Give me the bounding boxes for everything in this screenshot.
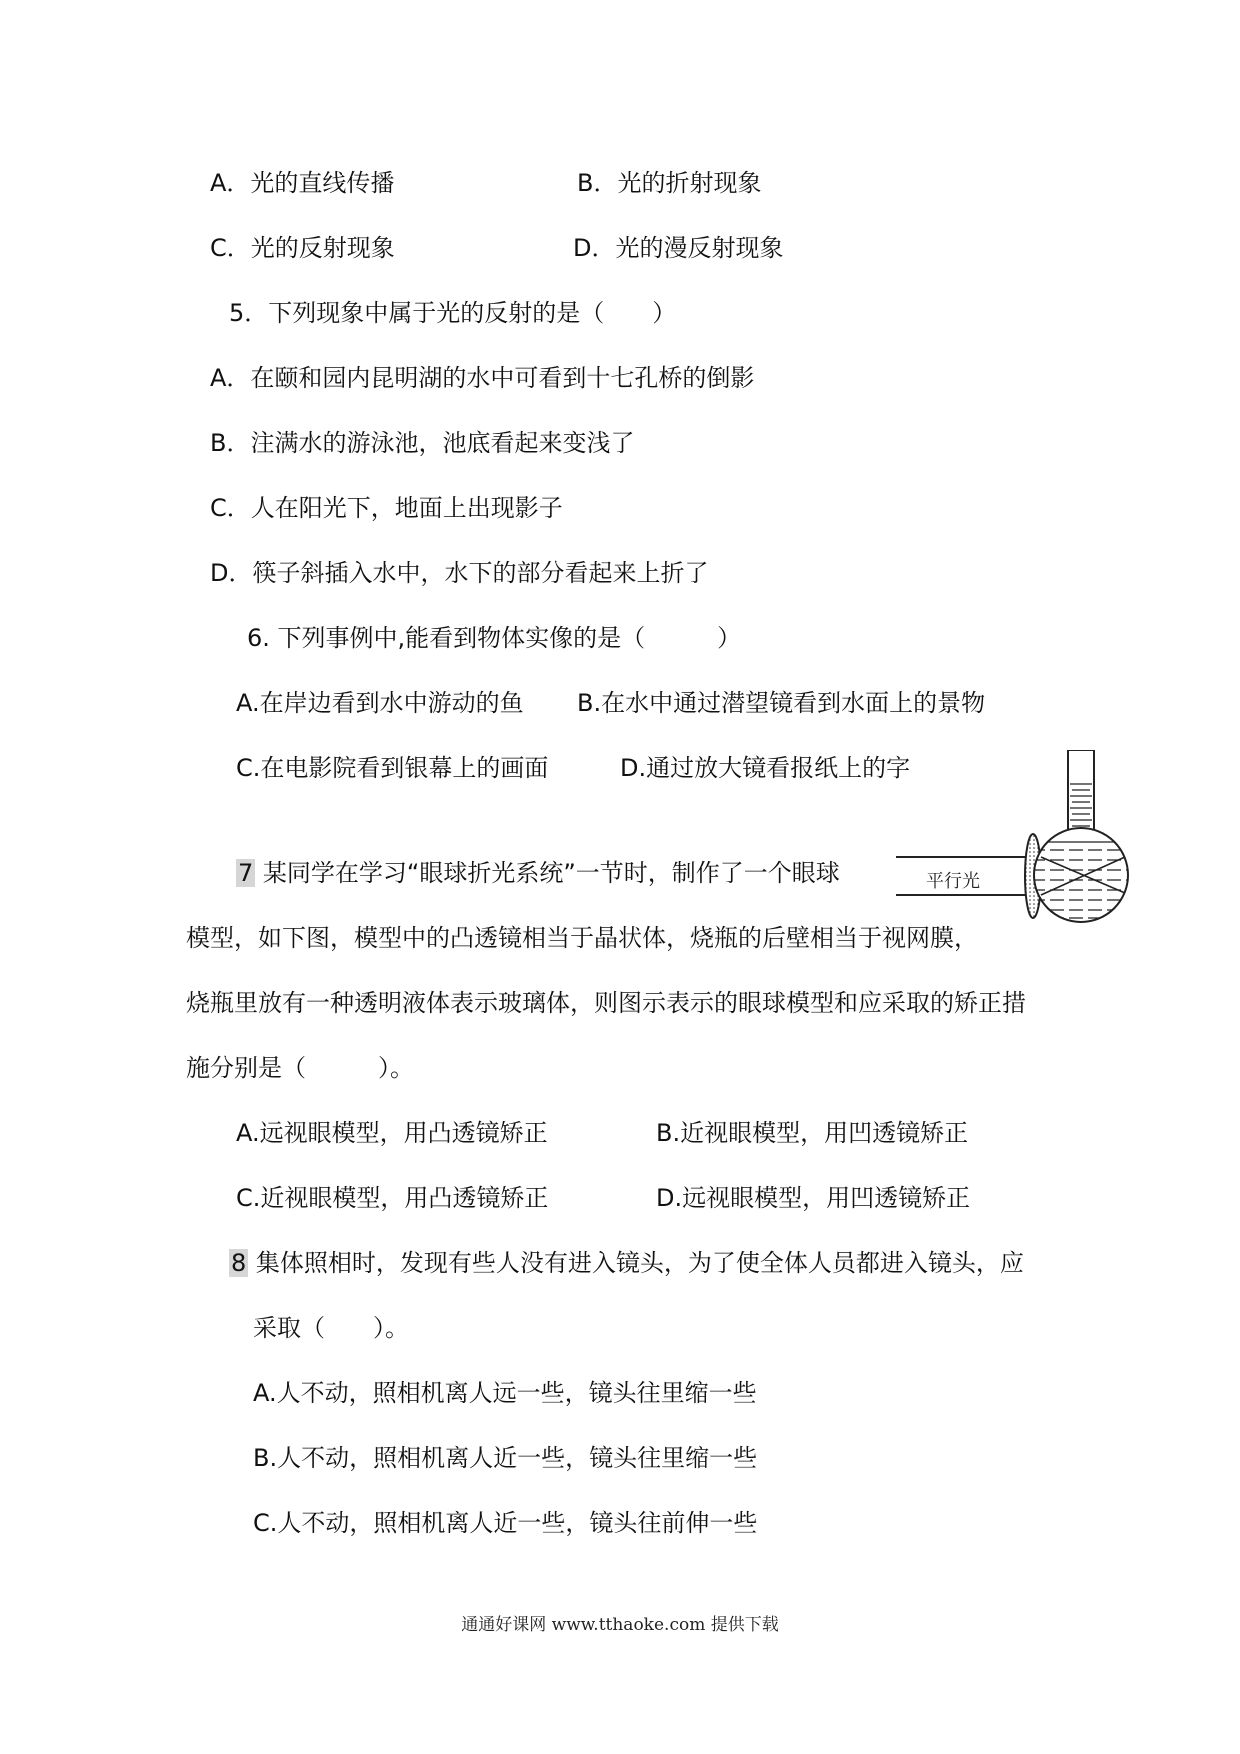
q8-option-b: B.人不动，照相机离人近一些，镜头往里缩一些 (253, 1444, 758, 1472)
q6-option-d: D.通过放大镜看报纸上的字 (620, 754, 911, 782)
q7-option-a: A.远视眼模型，用凸透镜矫正 (236, 1119, 548, 1147)
q6-stem: 6. 下列事例中,能看到物体实像的是（ ） (247, 624, 742, 652)
q4-option-c: C．光的反射现象 (210, 234, 395, 262)
q8-stem-line-1 (229, 1248, 1024, 1278)
q6-option-c: C.在电影院看到银幕上的画面 (236, 754, 549, 782)
q8-option-c: C.人不动，照相机离人近一些，镜头往前伸一些 (253, 1509, 758, 1537)
q7-stem-line-4: 施分别是（ ）。 (186, 1054, 414, 1082)
parallel-light-label: 平行光 (926, 871, 980, 891)
q7-stem-line-1 (236, 858, 840, 888)
q5-option-d: D．筷子斜插入水中，水下的部分看起来上折了 (210, 559, 709, 587)
q4-option-a: A．光的直线传播 (210, 169, 395, 197)
q4-option-d: D．光的漫反射现象 (573, 234, 784, 262)
q4-option-b: B．光的折射现象 (577, 169, 762, 197)
eye-model-diagram (896, 750, 1142, 950)
q5-option-c: C．人在阳光下，地面上出现影子 (210, 494, 563, 522)
q8-number: 8 (231, 1249, 247, 1277)
q6-option-b: B.在水中通过潜望镜看到水面上的景物 (577, 689, 986, 717)
q5-stem: 5．下列现象中属于光的反射的是（ ） (229, 299, 677, 327)
q7-stem-line-2: 模型，如下图，模型中的凸透镜相当于晶状体，烧瓶的后壁相当于视网膜， (186, 924, 978, 952)
q8-stem-line-2: 采取（ ）。 (253, 1314, 409, 1342)
q6-option-a: A.在岸边看到水中游动的鱼 (236, 689, 524, 717)
q7-option-d: D.远视眼模型，用凹透镜矫正 (656, 1184, 971, 1212)
q7-option-b: B.近视眼模型，用凹透镜矫正 (656, 1119, 969, 1147)
q7-number: 7 (238, 859, 254, 887)
q7-stem-line-3: 烧瓶里放有一种透明液体表示玻璃体，则图示表示的眼球模型和应采取的矫正措 (186, 989, 1026, 1017)
q8-option-a: A.人不动，照相机离人远一些，镜头往里缩一些 (253, 1379, 757, 1407)
q5-option-a: A．在颐和园内昆明湖的水中可看到十七孔桥的倒影 (210, 364, 755, 392)
q7-option-c: C.近视眼模型，用凸透镜矫正 (236, 1184, 549, 1212)
page-footer: 通通好课网 www.tthaoke.com 提供下载 (461, 1615, 779, 1635)
q8-stem-text: 集体照相时，发现有些人没有进入镜头，为了使全体人员都进入镜头，应 (255, 1249, 1024, 1277)
q5-option-b: B．注满水的游泳池，池底看起来变浅了 (210, 429, 635, 457)
q7-stem-text: 某同学在学习“眼球折光系统”一节时，制作了一个眼球 (262, 859, 840, 887)
